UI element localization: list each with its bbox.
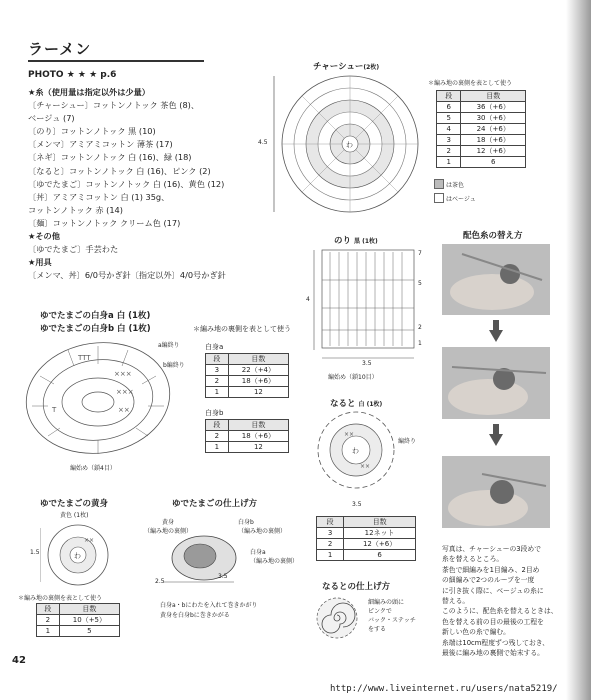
table-row: 3 18（+6）	[437, 135, 526, 146]
svg-text:×××: ×××	[114, 370, 132, 378]
yolk-table: 段 目数 2 10（+5） 1 5	[36, 603, 120, 637]
egg-white-b-table: 段 目数 2 18（+6） 1 12	[205, 419, 289, 453]
page-title: ラーメン	[28, 40, 92, 58]
white-b-side-label: 白身b （編み地の裏側）	[238, 519, 287, 535]
material-line: 〔麺〕コットンノトック クリーム色 (17)	[28, 217, 181, 228]
material-line: ベージュ (7)	[28, 113, 75, 124]
chashu-heading: チャーシュー(2枚)	[313, 62, 380, 72]
nori-row-label: 5	[418, 280, 422, 287]
naruto-heading: なると 白 (1枚)	[330, 399, 383, 409]
arrow-down-icon	[489, 434, 503, 446]
nori-start: 編始め（鎖10目）	[328, 374, 378, 381]
table-row: 1 5	[37, 626, 120, 637]
white-a-side-label: 白身a （編み地の裏側）	[250, 549, 299, 565]
photo-step-1	[442, 244, 550, 315]
label-b-end: b編終り	[163, 362, 185, 369]
arrow-down-icon	[489, 330, 503, 342]
table-row: 2 18（+6）	[206, 431, 289, 442]
legend-brown: は茶色	[446, 182, 465, 189]
nori-chart	[312, 246, 432, 366]
egg-finish-dim2: 3.5	[218, 573, 228, 580]
page-edge-shadow	[566, 0, 591, 700]
table-row: 5 30（+6）	[437, 113, 526, 124]
svg-text:××: ××	[360, 463, 371, 470]
egg-white-chart	[18, 336, 193, 476]
tools-line: 〔メンマ、丼〕6/0号かぎ針〔指定以外〕4/0号かぎ針	[28, 270, 226, 281]
naruto-finish-diagram	[312, 596, 362, 640]
table-row: 4 24（+6）	[437, 124, 526, 135]
egg-white-a-heading: ゆでたまごの白身a 白 (1枚)	[40, 311, 151, 321]
yolk-chart	[40, 520, 116, 590]
photo-step-3	[442, 456, 550, 528]
nori-height: 4	[306, 296, 310, 303]
nori-row-label: 1	[418, 340, 422, 347]
legend-beige-swatch	[434, 193, 444, 203]
svg-text:TTT: TTT	[78, 354, 91, 362]
other-line: 〔ゆでたまご〕手芸わた	[28, 244, 119, 255]
material-line: 〔丼〕アミアミコットン 白 (1) 35g、	[28, 191, 170, 202]
svg-text:T: T	[52, 406, 57, 414]
chashu-dimension: 4.5	[258, 139, 268, 146]
svg-text:××: ××	[118, 406, 130, 414]
table-row: 2 12（+6）	[437, 146, 526, 157]
egg-finish-caption2: 黄身を白身bに巻きかがる	[160, 612, 230, 619]
material-line: 〔のり〕コットンノトック 黒 (10)	[28, 126, 156, 137]
photo-reference: PHOTO ★ ★ ★ p.6	[28, 70, 117, 80]
naruto-finish-heading: なるとの仕上げ方	[322, 582, 391, 592]
chashu-table: 段 目数 6 36（+6） 5 30（+6） 4 24（+6） 3 18（+6） 2 12（+6） 1 6	[436, 90, 526, 168]
yolk-detail: 黄色 (1枚)	[60, 512, 89, 519]
yarn-heading: ★糸（使用量は指定以外は少量）	[28, 87, 150, 97]
egg-white-a-table: 段 目数 3 22（+4） 2 18（+6） 1 12	[205, 353, 289, 398]
naruto-dimension: 3.5	[352, 501, 362, 508]
nori-heading: のり 黒 (1枚)	[334, 236, 378, 246]
material-line: コットンノトック 赤 (14)	[28, 204, 123, 215]
table-row: 1 12	[206, 387, 289, 398]
svg-text:わ: わ	[346, 141, 353, 149]
table-a-title: 白身a	[205, 343, 224, 351]
naruto-end-label: 編終り	[398, 438, 417, 445]
label-start: 編始め（鎖4目）	[70, 465, 116, 472]
table-row: 2 18（+6）	[206, 376, 289, 387]
materials-list	[28, 86, 268, 282]
table-row: 1 12	[206, 442, 289, 453]
other-heading: ★その他	[28, 231, 60, 242]
nori-row-label: 2	[418, 324, 422, 331]
table-row: 3 22（+4）	[206, 365, 289, 376]
naruto-chart	[314, 408, 398, 492]
nori-width: 3.5	[362, 360, 372, 367]
svg-text:わ: わ	[74, 552, 81, 560]
egg-finish-heading: ゆでたまごの仕上げ方	[172, 499, 258, 509]
material-line: 〔チャーシュー〕コットンノトック 茶色 (8)、	[28, 100, 200, 111]
material-line: 〔なると〕コットンノトック 白 (16)、ピンク (2)	[28, 165, 211, 176]
yolk-heading: ゆでたまごの黄身	[40, 499, 109, 509]
egg-finish-diagram	[160, 528, 250, 588]
legend-brown-swatch	[434, 179, 444, 189]
table-b-title: 白身b	[205, 409, 224, 417]
chashu-chart	[262, 70, 422, 220]
title-rule	[28, 60, 204, 62]
table-row: 6 36（+6）	[437, 102, 526, 113]
svg-text:わ: わ	[352, 447, 359, 455]
table-row: 3 12ネット	[317, 528, 416, 539]
svg-text:××: ××	[344, 431, 355, 438]
material-line: 〔ゆでたまご〕コットンノトック 白 (16)、黄色 (12)	[28, 178, 225, 189]
svg-text:×××: ×××	[116, 388, 134, 396]
chashu-note: ＊編み地の裏側を表として使う	[428, 80, 513, 87]
color-change-description: 写真は、チャーシューの3段めで 糸を替えるところ。 茶色で細編みを1目編み、2目め の細編みで2つのループを一度 に引き抜く際に、ベージュの糸に 替える。 このように、配色糸を替えるときは、 色を替える前の目の最後の工程を 新しい色の糸で編む。 糸端は10cm程度ずつ残しておき、 最後に編み地の裏側で始末する。	[442, 545, 558, 658]
color-change-heading: 配色糸の替え方	[463, 231, 523, 241]
material-line: 〔メンマ〕アミアミコットン 薄茶 (17)	[28, 139, 173, 150]
nori-row-label: 7	[418, 250, 422, 257]
legend-beige: はベージュ	[446, 196, 476, 203]
svg-text:××: ××	[84, 537, 95, 544]
table-row: 1 6	[437, 157, 526, 168]
table-row: 2 10（+5）	[37, 615, 120, 626]
yolk-note: ＊編み地の裏側を表として使う	[18, 595, 103, 602]
table-row: 1 6	[317, 550, 416, 561]
table-row: 2 12（+6）	[317, 539, 416, 550]
naruto-table: 段 目数 3 12ネット 2 12（+6） 1 6	[316, 516, 416, 561]
tools-heading: ★用具	[28, 257, 52, 268]
egg-white-note: ＊編み地の裏側を表として使う	[193, 325, 291, 333]
egg-finish-caption1: 白身a・bにわたを入れて巻きかがり	[160, 602, 258, 609]
yolk-side-label: 黄身 （編み地の裏側）	[144, 519, 193, 535]
page-number: 42	[12, 655, 26, 666]
naruto-finish-caption: 細編みの頭に ピンクで バック・ステッチ をする	[368, 599, 416, 633]
egg-finish-dim1: 2.5	[155, 578, 165, 585]
egg-white-b-heading: ゆでたまごの白身b 白 (1枚)	[40, 324, 151, 334]
yolk-dimension: 1.5	[30, 549, 40, 556]
label-a-end: a編終り	[158, 342, 180, 349]
material-line: 〔ネギ〕コットンノトック 白 (16)、緑 (18)	[28, 152, 192, 163]
footer-url: http://www.liveinternet.ru/users/nata5219/	[330, 684, 558, 694]
photo-step-2	[442, 347, 550, 419]
